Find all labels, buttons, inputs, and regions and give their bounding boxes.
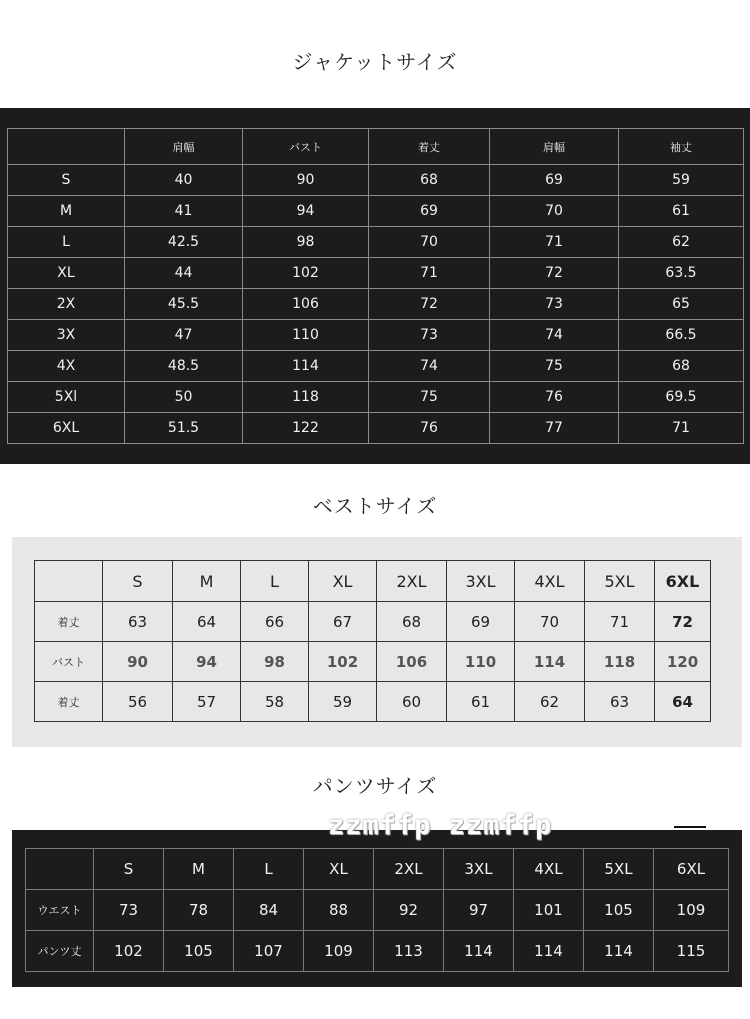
jacket-table-row: [8, 413, 744, 444]
vest-table-row: [35, 682, 711, 722]
vest-header-cell: 2XL: [377, 561, 447, 602]
vest-header-cell: S: [103, 561, 173, 602]
vest-table-row: [35, 642, 711, 682]
pants-value-cell: 114: [514, 931, 584, 972]
jacket-row-label: 5Xl: [8, 382, 125, 413]
jacket-row-label: XL: [8, 258, 125, 289]
vest-corner-cell: [35, 561, 103, 602]
jacket-row-label: 6XL: [8, 413, 125, 444]
vest-size-panel: [12, 537, 742, 747]
jacket-value-cell: 90: [243, 165, 369, 196]
pants-value-cell: 114: [584, 931, 654, 972]
vest-value-cell: 64: [655, 682, 711, 722]
vest-header-cell: 6XL: [655, 561, 711, 602]
jacket-corner-cell: [8, 129, 125, 165]
vest-value-cell: 71: [585, 602, 655, 642]
jacket-value-cell: 110: [243, 320, 369, 351]
jacket-value-cell: 74: [369, 351, 490, 382]
pants-value-cell: 78: [164, 890, 234, 931]
vest-header-cell: 5XL: [585, 561, 655, 602]
pants-value-cell: 84: [234, 890, 304, 931]
jacket-size-title: ジャケットサイズ: [292, 50, 458, 74]
vest-value-cell: 67: [309, 602, 377, 642]
jacket-value-cell: 122: [243, 413, 369, 444]
pants-header-cell: XL: [304, 849, 374, 890]
jacket-value-cell: 40: [125, 165, 243, 196]
jacket-value-cell: 42.5: [125, 227, 243, 258]
pants-header-cell: 3XL: [444, 849, 514, 890]
jacket-value-cell: 51.5: [125, 413, 243, 444]
jacket-row-label: 4X: [8, 351, 125, 382]
pants-value-cell: 109: [304, 931, 374, 972]
jacket-table-row: [8, 165, 744, 196]
vest-header-cell: M: [173, 561, 241, 602]
pants-size-panel: [12, 830, 742, 987]
jacket-value-cell: 94: [243, 196, 369, 227]
vest-header-cell: 4XL: [515, 561, 585, 602]
vest-value-cell: 66: [241, 602, 309, 642]
vest-value-cell: 56: [103, 682, 173, 722]
jacket-value-cell: 75: [490, 351, 619, 382]
vest-row-label: 着丈: [35, 602, 103, 642]
jacket-value-cell: 62: [619, 227, 744, 258]
pants-header-cell: 5XL: [584, 849, 654, 890]
pants-value-cell: 105: [584, 890, 654, 931]
vest-value-cell: 72: [655, 602, 711, 642]
jacket-table-row: [8, 382, 744, 413]
vest-table-row: [35, 602, 711, 642]
jacket-value-cell: 98: [243, 227, 369, 258]
jacket-value-cell: 76: [490, 382, 619, 413]
vest-value-cell: 61: [447, 682, 515, 722]
jacket-value-cell: 68: [619, 351, 744, 382]
vest-value-cell: 60: [377, 682, 447, 722]
vest-value-cell: 59: [309, 682, 377, 722]
vest-row-label: 着丈: [35, 682, 103, 722]
jacket-header-cell: バスト: [243, 129, 369, 165]
pants-value-cell: 105: [164, 931, 234, 972]
vest-value-cell: 70: [515, 602, 585, 642]
pants-size-title: パンツサイズ: [312, 774, 438, 798]
vest-header-row: [35, 561, 711, 602]
pants-value-cell: 114: [444, 931, 514, 972]
pants-value-cell: 115: [654, 931, 729, 972]
pants-value-cell: 92: [374, 890, 444, 931]
pants-header-cell: 4XL: [514, 849, 584, 890]
jacket-value-cell: 45.5: [125, 289, 243, 320]
jacket-value-cell: 106: [243, 289, 369, 320]
jacket-row-label: L: [8, 227, 125, 258]
vest-value-cell: 110: [447, 642, 515, 682]
pants-header-cell: 6XL: [654, 849, 729, 890]
jacket-header-cell: 着丈: [369, 129, 490, 165]
jacket-header-row: [8, 129, 744, 165]
vest-value-cell: 102: [309, 642, 377, 682]
pants-value-cell: 109: [654, 890, 729, 931]
pants-value-cell: 101: [514, 890, 584, 931]
vest-header-cell: 3XL: [447, 561, 515, 602]
jacket-size-panel: [0, 108, 750, 464]
jacket-value-cell: 69: [369, 196, 490, 227]
jacket-value-cell: 63.5: [619, 258, 744, 289]
jacket-size-table: [7, 128, 744, 444]
pants-size-table: [25, 848, 729, 972]
pants-corner-cell: [26, 849, 94, 890]
watermark-text: zzmffp zzmffp: [328, 810, 553, 841]
jacket-table-row: [8, 227, 744, 258]
vest-header-cell: L: [241, 561, 309, 602]
jacket-row-label: S: [8, 165, 125, 196]
pants-value-cell: 88: [304, 890, 374, 931]
jacket-value-cell: 59: [619, 165, 744, 196]
jacket-value-cell: 44: [125, 258, 243, 289]
jacket-value-cell: 69.5: [619, 382, 744, 413]
jacket-value-cell: 73: [490, 289, 619, 320]
vest-size-table: [34, 560, 711, 722]
jacket-value-cell: 72: [369, 289, 490, 320]
jacket-value-cell: 41: [125, 196, 243, 227]
jacket-value-cell: 118: [243, 382, 369, 413]
vest-value-cell: 63: [585, 682, 655, 722]
vest-value-cell: 68: [377, 602, 447, 642]
vest-value-cell: 106: [377, 642, 447, 682]
jacket-table-row: [8, 196, 744, 227]
jacket-value-cell: 102: [243, 258, 369, 289]
vest-value-cell: 69: [447, 602, 515, 642]
vest-size-title: ベストサイズ: [312, 494, 438, 518]
jacket-value-cell: 50: [125, 382, 243, 413]
jacket-value-cell: 65: [619, 289, 744, 320]
jacket-value-cell: 114: [243, 351, 369, 382]
jacket-value-cell: 70: [369, 227, 490, 258]
vest-value-cell: 114: [515, 642, 585, 682]
jacket-value-cell: 71: [369, 258, 490, 289]
vest-value-cell: 118: [585, 642, 655, 682]
jacket-header-cell: 肩幅: [490, 129, 619, 165]
pants-value-cell: 107: [234, 931, 304, 972]
pants-row-label: パンツ丈: [26, 931, 94, 972]
vest-row-label: バスト: [35, 642, 103, 682]
jacket-value-cell: 71: [619, 413, 744, 444]
pants-table-row: [26, 890, 729, 931]
jacket-value-cell: 73: [369, 320, 490, 351]
jacket-row-label: 2X: [8, 289, 125, 320]
vest-value-cell: 57: [173, 682, 241, 722]
jacket-value-cell: 47: [125, 320, 243, 351]
pants-value-cell: 113: [374, 931, 444, 972]
divider-dash: [674, 826, 706, 828]
vest-value-cell: 94: [173, 642, 241, 682]
pants-header-cell: M: [164, 849, 234, 890]
jacket-value-cell: 70: [490, 196, 619, 227]
jacket-table-row: [8, 320, 744, 351]
jacket-value-cell: 66.5: [619, 320, 744, 351]
pants-header-row: [26, 849, 729, 890]
jacket-value-cell: 61: [619, 196, 744, 227]
jacket-value-cell: 76: [369, 413, 490, 444]
pants-header-cell: S: [94, 849, 164, 890]
jacket-table-row: [8, 258, 744, 289]
vest-value-cell: 64: [173, 602, 241, 642]
jacket-header-cell: 肩幅: [125, 129, 243, 165]
pants-value-cell: 73: [94, 890, 164, 931]
jacket-value-cell: 71: [490, 227, 619, 258]
jacket-value-cell: 69: [490, 165, 619, 196]
vest-value-cell: 98: [241, 642, 309, 682]
jacket-value-cell: 72: [490, 258, 619, 289]
jacket-header-cell: 袖丈: [619, 129, 744, 165]
jacket-row-label: 3X: [8, 320, 125, 351]
jacket-row-label: M: [8, 196, 125, 227]
jacket-table-row: [8, 351, 744, 382]
pants-header-cell: L: [234, 849, 304, 890]
pants-row-label: ウエスト: [26, 890, 94, 931]
jacket-value-cell: 77: [490, 413, 619, 444]
pants-header-cell: 2XL: [374, 849, 444, 890]
jacket-value-cell: 48.5: [125, 351, 243, 382]
vest-value-cell: 63: [103, 602, 173, 642]
jacket-value-cell: 68: [369, 165, 490, 196]
jacket-value-cell: 75: [369, 382, 490, 413]
jacket-table-row: [8, 289, 744, 320]
jacket-value-cell: 74: [490, 320, 619, 351]
vest-value-cell: 90: [103, 642, 173, 682]
vest-header-cell: XL: [309, 561, 377, 602]
vest-value-cell: 62: [515, 682, 585, 722]
pants-value-cell: 102: [94, 931, 164, 972]
vest-value-cell: 58: [241, 682, 309, 722]
pants-table-row: [26, 931, 729, 972]
vest-value-cell: 120: [655, 642, 711, 682]
pants-value-cell: 97: [444, 890, 514, 931]
